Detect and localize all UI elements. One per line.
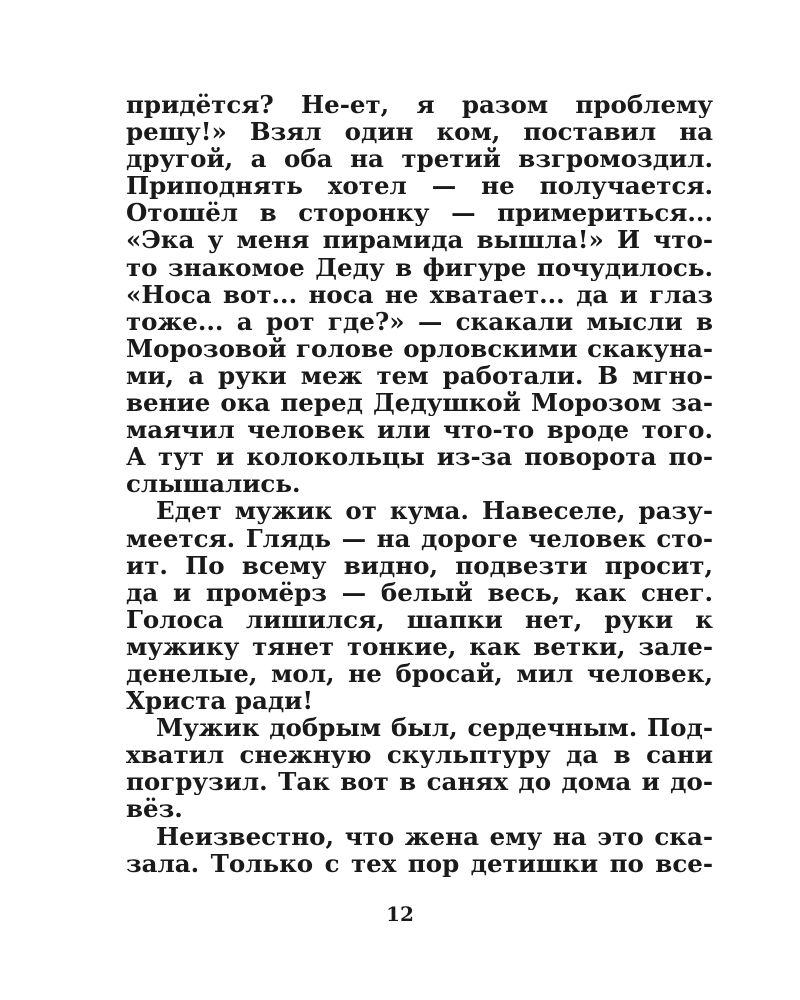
text-line: Морозовой голове орловскими скакуна- (126, 334, 713, 362)
text-line: вёз. (126, 795, 183, 823)
text-line: А тут и колокольцы из-за поворота по- (126, 443, 713, 471)
text-line: «Носа вот... носа не хватает... да и глаз (126, 280, 713, 308)
text-line: то знакомое Деду в фигуре почудилось. (126, 253, 713, 281)
text-line: Голоса лишился, шапки нет, руки к (126, 605, 713, 633)
text-line: Приподнять хотел — не получается. (126, 172, 713, 200)
text-line: меется. Глядь — на дороге человек сто- (126, 524, 713, 552)
text-line: решу!» Взял один ком, поставил на (126, 118, 713, 146)
text-line: погрузил. Так вот в санях до дома и до- (126, 768, 713, 796)
text-line: другой, а оба на третий взгромоздил. (126, 145, 713, 173)
text-line: придётся? Не-ет, я разом проблему (126, 91, 713, 119)
page-number: 12 (386, 902, 414, 926)
paragraph (126, 714, 713, 822)
text-line: денелые, мол, не бросай, мил человек, (126, 659, 713, 688)
text-line: Едет мужик от кума. Навеселе, разу- (156, 497, 713, 525)
paragraph (126, 823, 713, 877)
paragraph (126, 497, 713, 714)
text-line: зала. Только с тех пор детишки по все- (126, 849, 713, 877)
body-text (126, 91, 713, 877)
text-line: «Эка у меня пирамида вышла!» И что- (126, 226, 713, 254)
text-line: да и промёрз — белый весь, как снег. (126, 578, 713, 606)
text-line: ит. По всему видно, подвезти просит, (126, 551, 713, 579)
text-line: слышались. (126, 470, 301, 498)
paragraph (126, 91, 713, 497)
text-line: Неизвестно, что жена ему на это ска- (156, 822, 713, 850)
text-line: маячил человек или что-то вроде того. (126, 416, 713, 444)
text-line: Христа ради! (126, 687, 314, 715)
text-line: хватил снежную скульптуру да в сани (126, 741, 713, 769)
text-line: Отошёл в сторонку — примериться... (126, 199, 713, 227)
text-line: мужику тянет тонкие, как ветки, зале- (126, 632, 713, 660)
text-line: Мужик добрым был, сердечным. Под- (156, 714, 713, 742)
text-line: тоже... а рот где?» — скакали мысли в (126, 307, 713, 335)
text-line: ми, а руки меж тем работали. В мгно- (126, 361, 713, 390)
text-line: вение ока перед Дедушкой Морозом за- (126, 389, 713, 417)
